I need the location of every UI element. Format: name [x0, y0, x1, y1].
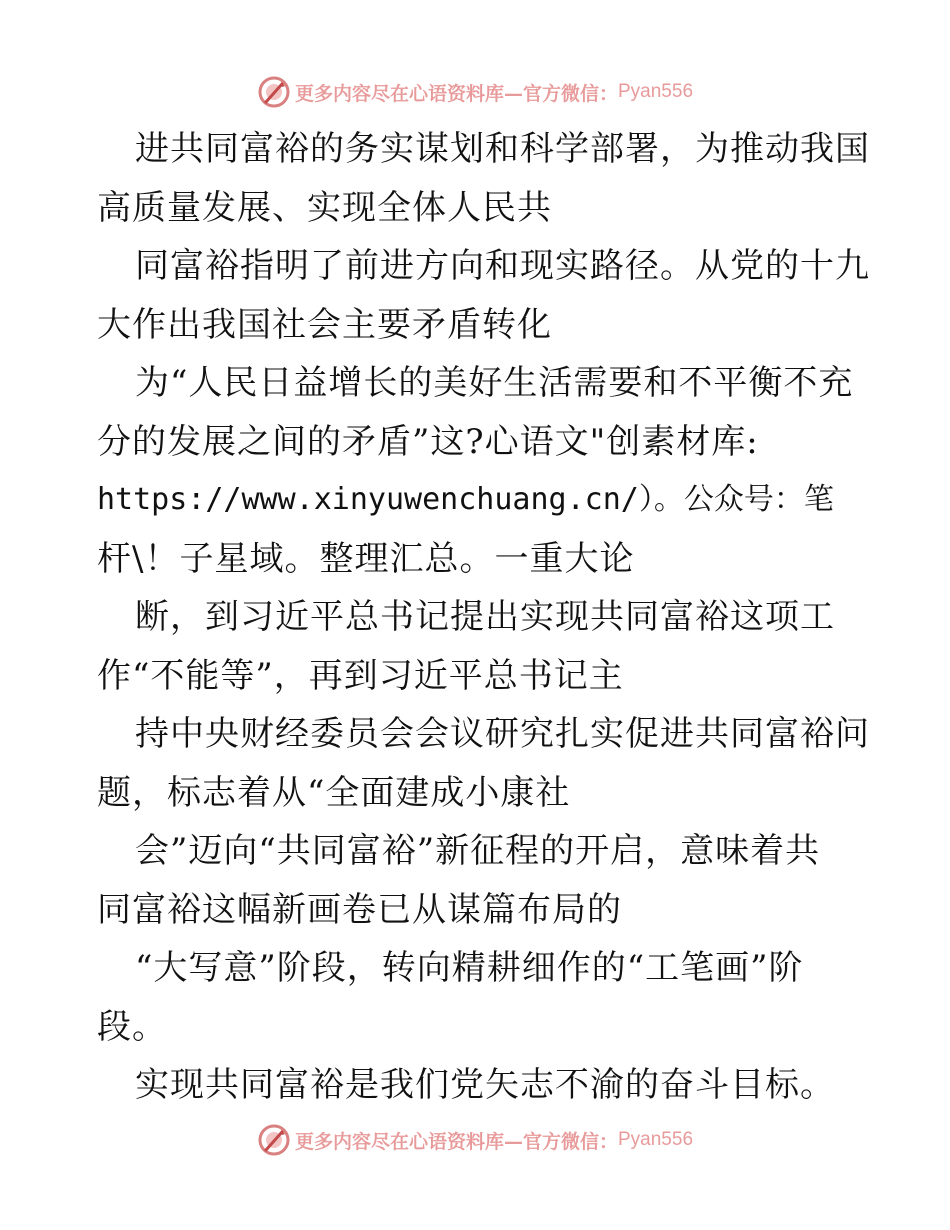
document-body [97, 120, 870, 1115]
pen-logo-icon [257, 75, 291, 109]
text-line: 持中央财经委员会会议研究扎实促进共同富裕问 [135, 714, 870, 754]
text-line: 杆\！子星域。整理汇总。一重大论 [97, 538, 635, 579]
text-line-url: https://www.xinyuwenchuang.cn/）。公众号：笔 [97, 482, 834, 517]
watermark-wechat-id: Pyan556 [618, 81, 694, 102]
footer-watermark [0, 1118, 950, 1162]
header-watermark [0, 70, 950, 114]
watermark-wechat-id: Pyan556 [618, 1129, 694, 1150]
text-line: “大写意”阶段，转向精耕细作的“工笔画”阶 [135, 948, 804, 988]
pen-logo-icon [257, 1123, 291, 1157]
watermark-text: 更多内容尽在心语资料库—官方微信： [294, 82, 618, 105]
text-line: 同富裕这幅新画卷已从谋篇布局的 [97, 889, 622, 930]
watermark-text: 更多内容尽在心语资料库—官方微信： [294, 1130, 618, 1153]
text-line: 作“不能等”，再到习近平总书记主 [97, 655, 624, 696]
text-line: 题，标志着从“全面建成小康社 [97, 772, 571, 813]
text-line: 大作出我国社会主要矛盾转化 [97, 304, 552, 345]
text-line: 分的发展之间的矛盾”这?心语文"创素材库: [97, 421, 759, 462]
text-line: 段。 [97, 1006, 167, 1047]
text-line: 为“人民日益增长的美好生活需要和不平衡不充 [135, 363, 854, 403]
text-line: 同富裕指明了前进方向和现实路径。从党的十九 [135, 246, 870, 286]
text-line: 实现共同富裕是我们党矢志不渝的奋斗目标。 [135, 1065, 835, 1105]
text-line: 进共同富裕的务实谋划和科学部署，为推动我国 [135, 129, 870, 169]
text-line: 高质量发展、实现全体人民共 [97, 187, 552, 228]
text-line: 断，到习近平总书记提出实现共同富裕这项工 [135, 597, 835, 637]
text-line: 会”迈向“共同富裕”新征程的开启，意味着共 [135, 831, 821, 871]
